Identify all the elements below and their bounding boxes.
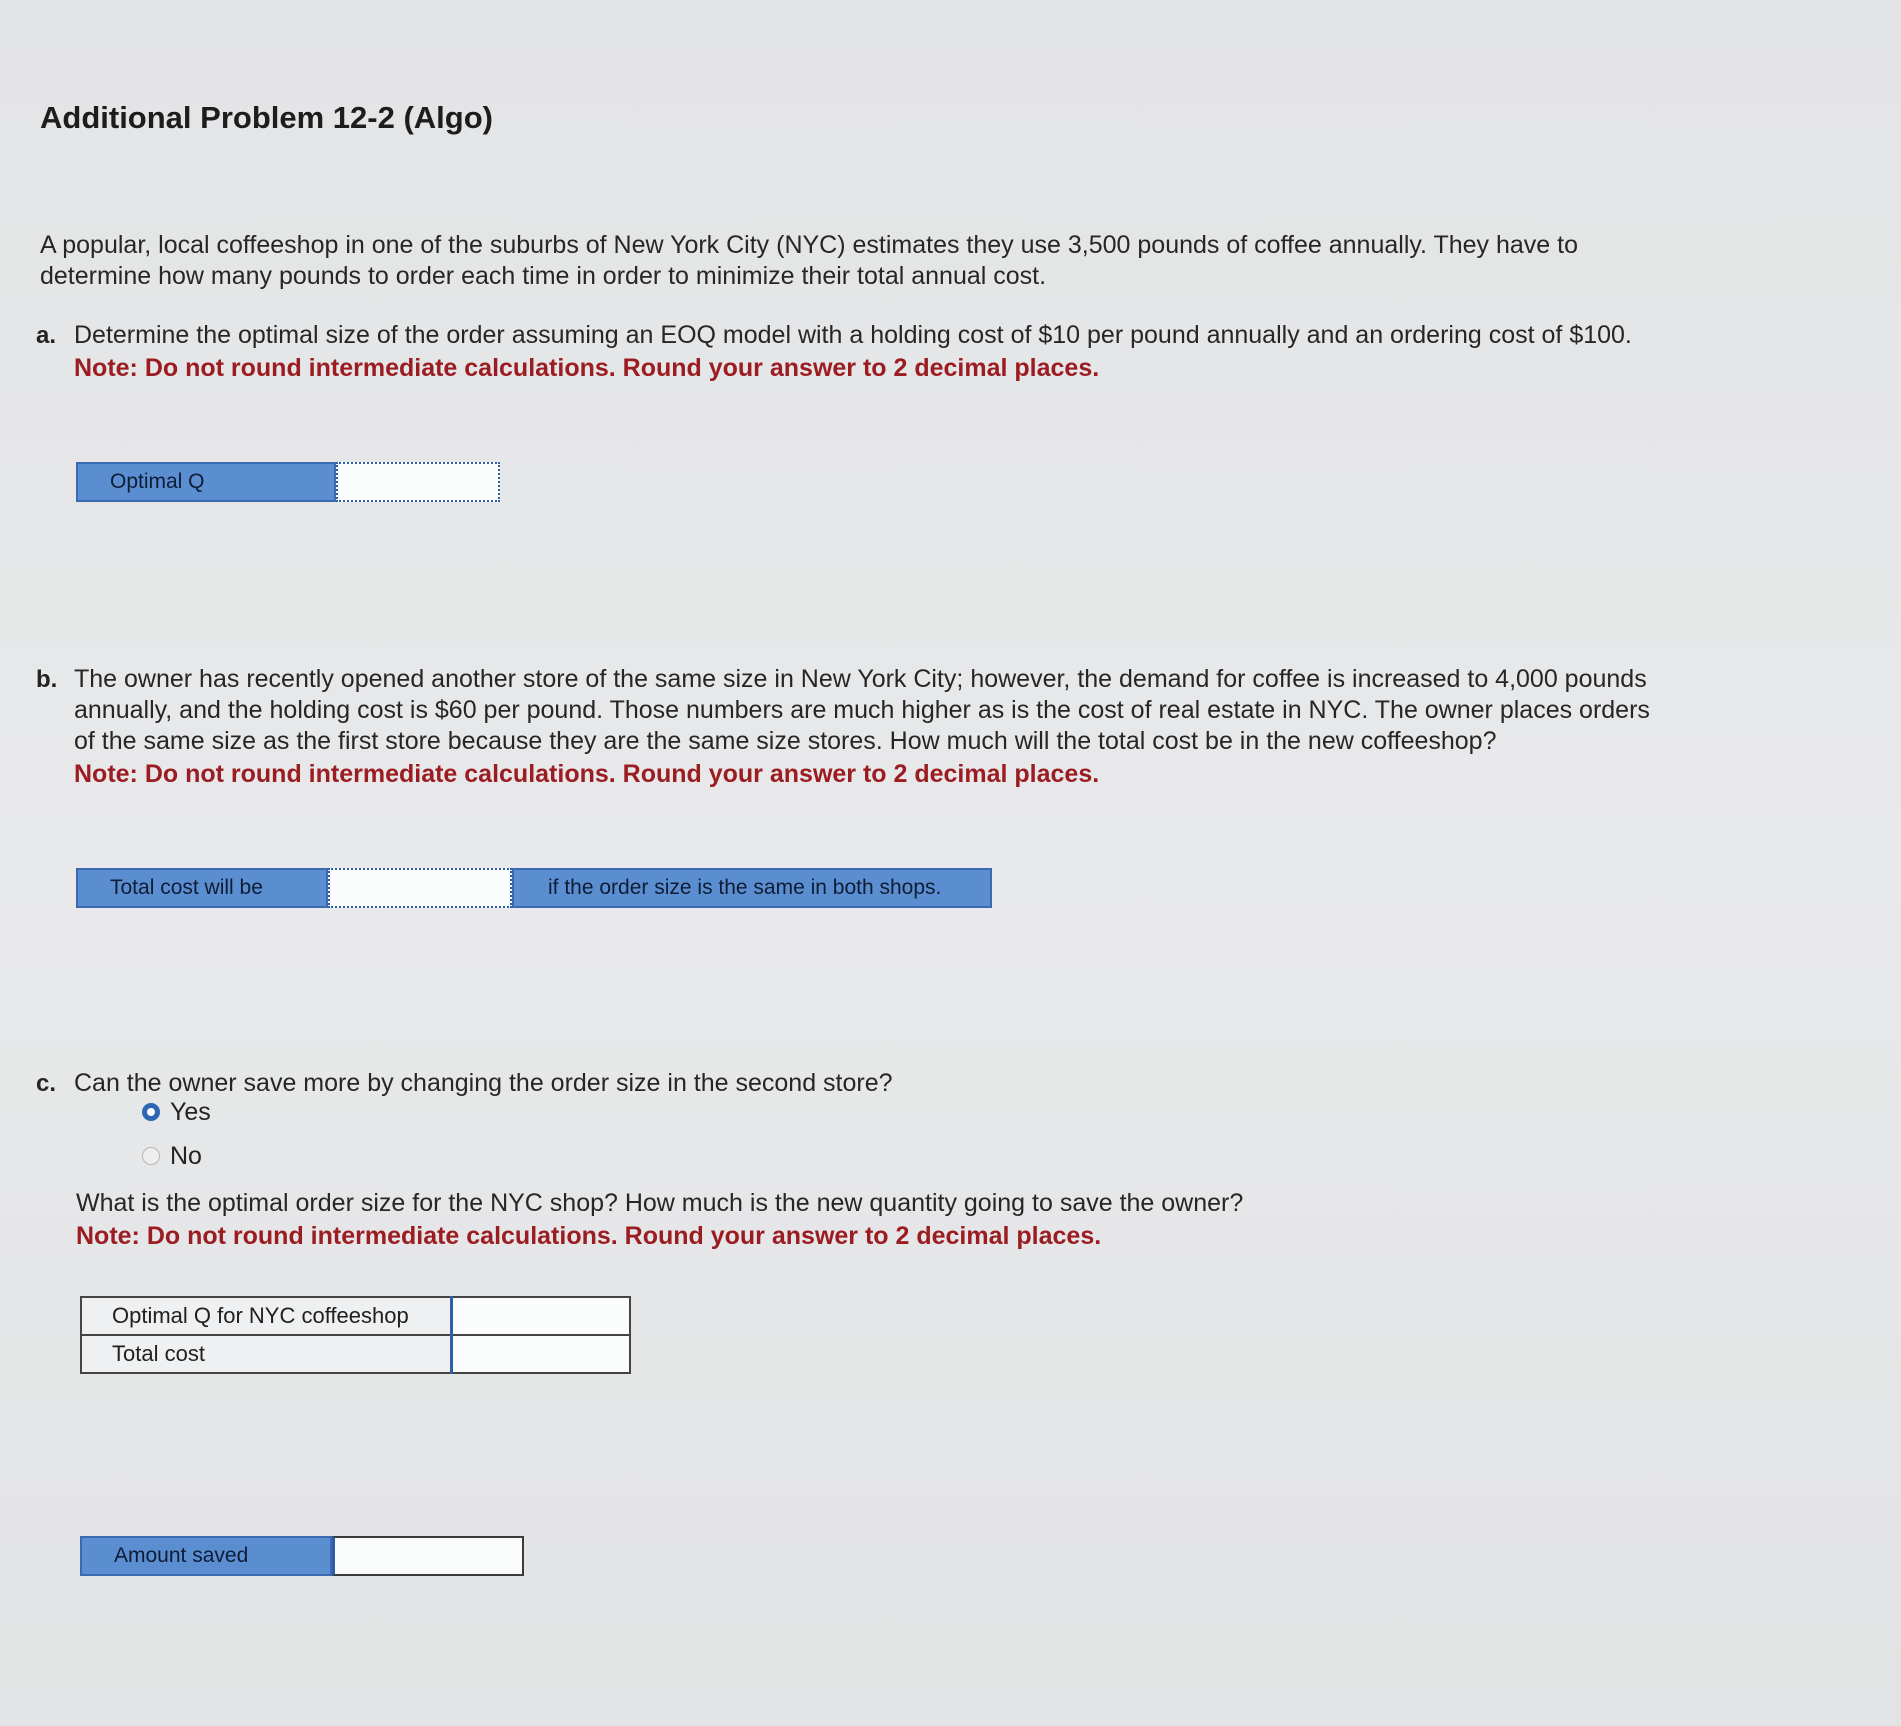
radio-label-yes: Yes	[170, 1097, 211, 1126]
total-cost-answer-row	[76, 868, 992, 908]
problem-intro: A popular, local coffeeshop in one of the suburbs of New York City (NYC) estimates they use 3,500 pounds of coffee annually. They have to determine how many pounds to order each time in order to minimize their total annual cost.	[40, 231, 1578, 290]
amount-saved-input[interactable]	[332, 1536, 524, 1576]
optimal-q-input[interactable]	[336, 462, 500, 502]
total-cost-input[interactable]	[328, 868, 512, 908]
optimal-q-label: Optimal Q	[76, 462, 336, 502]
radio-label-no: No	[170, 1141, 202, 1170]
radio-selected-icon[interactable]	[142, 1103, 160, 1121]
total-cost-suffix: if the order size is the same in both shops.	[512, 868, 992, 908]
radio-option-no[interactable]	[142, 1134, 211, 1178]
radio-unselected-icon[interactable]	[142, 1147, 160, 1165]
radio-option-yes[interactable]	[142, 1090, 211, 1134]
part-b-letter: b.	[36, 666, 58, 693]
part-b-question: The owner has recently opened another store of the same size in New York City; however, the demand for coffee is increased to 4,000 pounds annually, and the holding cost is $60 per pound. Those numbers are much higher as is the cost of real estate in NYC. The owner places orders of the same size as the first store because they are the same size stores. How much will the total cost be in the new coffeeshop?	[74, 665, 1650, 755]
part-a-note: Note: Do not round intermediate calculations. Round your answer to 2 decimal places.	[74, 354, 1100, 382]
page-title: Additional Problem 12-2 (Algo)	[40, 100, 493, 135]
part-c-question: Can the owner save more by changing the order size in the second store?	[74, 1069, 893, 1097]
part-b	[36, 664, 1676, 791]
save-more-radio-group	[142, 1090, 211, 1178]
nyc-optimal-q-input[interactable]	[451, 1297, 630, 1335]
part-a	[36, 320, 1676, 385]
part-b-note: Note: Do not round intermediate calculations. Round your answer to 2 decimal places.	[74, 760, 1100, 788]
part-c-note: Note: Do not round intermediate calculations. Round your answer to 2 decimal places.	[76, 1222, 1102, 1250]
nyc-total-cost-label: Total cost	[81, 1335, 451, 1373]
nyc-answer-table	[80, 1296, 631, 1374]
table-row	[81, 1335, 630, 1373]
nyc-total-cost-input[interactable]	[451, 1335, 630, 1373]
part-c-followup-question: What is the optimal order size for the NYC shop? How much is the new quantity going to save the owner?	[76, 1189, 1244, 1217]
part-c-letter: c.	[36, 1070, 57, 1097]
nyc-optimal-q-label: Optimal Q for NYC coffeeshop	[81, 1297, 451, 1335]
total-cost-label: Total cost will be	[76, 868, 328, 908]
amount-saved-label: Amount saved	[80, 1536, 332, 1576]
part-a-letter: a.	[36, 322, 57, 349]
amount-saved-answer-row	[80, 1536, 524, 1576]
table-row	[81, 1297, 630, 1335]
optimal-q-answer-row	[76, 462, 500, 502]
part-a-question: Determine the optimal size of the order assuming an EOQ model with a holding cost of $10 per pound annually and an ordering cost of $100.	[74, 321, 1632, 349]
part-c	[36, 1068, 1676, 1099]
part-c-followup	[76, 1188, 1676, 1253]
